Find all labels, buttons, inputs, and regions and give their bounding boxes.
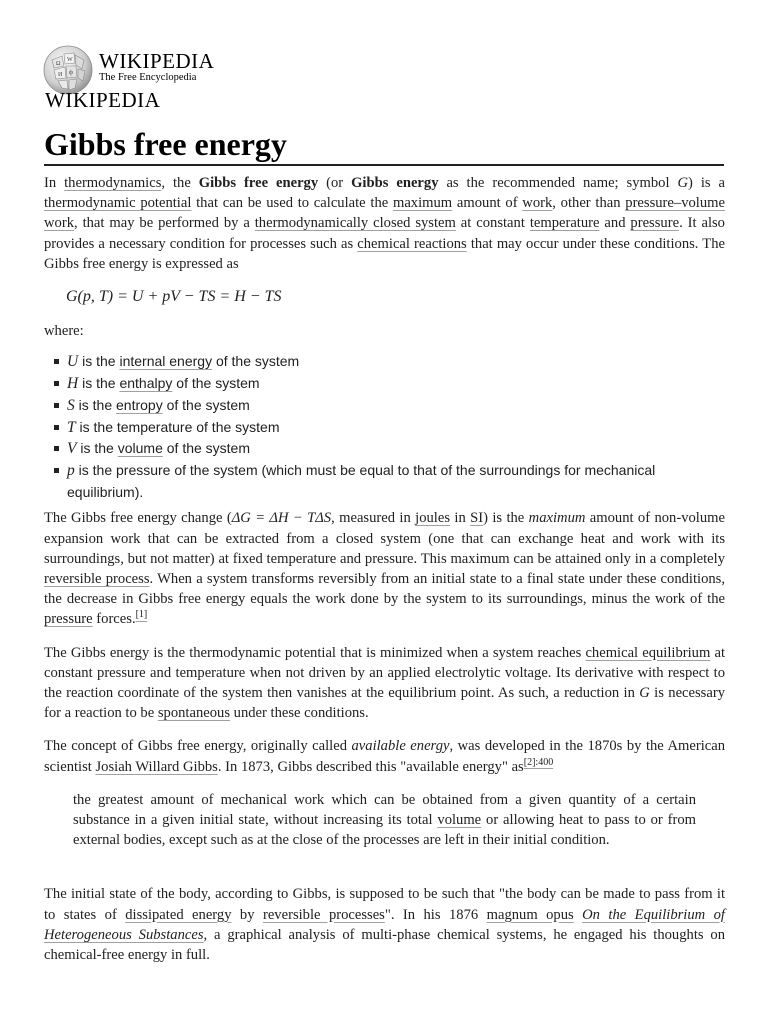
wordmark-second: WIKIPEDIA [45, 88, 161, 112]
variable-text: is the pressure of the system (which must be equal to that of the surroundings for mechanical equilibrium). [67, 461, 656, 500]
link-reversible-process[interactable]: reversible process [44, 570, 150, 587]
variable-text: of the system [162, 396, 250, 413]
text: amount of non-volume expansion work that can be extracted from a closed system (one that can exchange heat and work with its surroundings, but not matter) at fixed temperature and pressure. This maximum can be attained only in a completely [44, 510, 725, 567]
variable-text: is the temperature of the system [75, 418, 280, 435]
gibbs-formula: G(p, T) = U + pV − TS = H − TS [66, 288, 282, 306]
link-temperature[interactable]: temperature [529, 215, 600, 232]
variable-text: is the [78, 353, 120, 370]
variable-list [44, 351, 725, 502]
svg-text:ф: ф [69, 70, 73, 76]
text: under these conditions. [230, 705, 369, 722]
math-symbol: H [67, 375, 79, 393]
link-internal-energy[interactable]: internal energy [119, 353, 213, 370]
reference-1[interactable]: [1] [135, 609, 148, 621]
text: that may occur under these conditions. The Gibbs free energy is expressed as [44, 235, 725, 272]
link-reversible-processes[interactable]: reversible processes [262, 906, 385, 923]
variable-text: of the system [162, 440, 251, 457]
variable-text: is the [76, 440, 118, 457]
text: that can be used to calculate the [191, 195, 393, 212]
text: or allowing heat to pass to or from external bodies, except such as at the close of the processes are left in their initial condition. [73, 811, 696, 849]
link-maximum[interactable]: maximum [392, 195, 453, 212]
link-joules[interactable]: joules [415, 510, 451, 527]
link-josiah-willard-gibbs[interactable]: Josiah Willard Gibbs [95, 758, 218, 775]
math-symbol: T [67, 418, 76, 436]
text [574, 907, 582, 923]
text: amount of [452, 195, 523, 212]
text: (or [318, 175, 352, 191]
variable-text: of the system [212, 353, 300, 370]
text: is necessary for a reaction to be [44, 684, 726, 722]
text: ) is a [688, 175, 725, 191]
text: , that may be performed by a [74, 215, 255, 232]
text: ) is the [483, 510, 529, 527]
math-symbol: V [67, 440, 77, 458]
math-symbol: U [67, 353, 79, 371]
math-symbol: G [639, 684, 650, 701]
variable-text: of the system [172, 375, 260, 392]
variable-text: is the [74, 396, 116, 413]
text: . In 1873, Gibbs described this "available energy" as [217, 758, 524, 775]
link-pressure-volume-work[interactable]: pressure–volume work [44, 195, 725, 232]
link-pressure[interactable]: pressure [44, 611, 93, 628]
text: , the [161, 175, 199, 191]
svg-text:И: И [58, 72, 63, 78]
link-enthalpy[interactable]: enthalpy [119, 375, 173, 392]
gibbs-change-paragraph [44, 508, 725, 629]
text: , measured in [331, 510, 416, 527]
link-volume[interactable]: volume [117, 440, 163, 457]
link-pressure[interactable]: pressure [630, 215, 680, 232]
intro-paragraph [44, 173, 725, 274]
text: The initial state of the body, according to Gibbs, is supposed to be such that "the body can be made to pass from it to states of [44, 886, 725, 923]
link-chemical-reactions[interactable]: chemical reactions [357, 235, 467, 252]
gibbs-energy-paragraph [44, 643, 725, 724]
where-label: where: [44, 323, 84, 340]
text: , other than [552, 195, 626, 212]
text: , was developed in the 1870s by the American scientist [44, 738, 726, 775]
math-equation: ΔG = ΔH − TΔS [231, 510, 332, 527]
page-title: Gibbs free energy [44, 124, 724, 166]
link-closed-system[interactable]: thermodynamically closed system [254, 215, 456, 232]
emphasis: available energy [351, 738, 450, 755]
math-symbol: p [67, 461, 75, 479]
wordmark-subtitle: The Free Encyclopedia [99, 72, 197, 83]
link-entropy[interactable]: entropy [116, 396, 163, 413]
link-chemical-equilibrium[interactable]: chemical equilibrium [585, 644, 711, 661]
variable-item [52, 460, 725, 502]
text: by [231, 906, 263, 923]
text: The Gibbs energy is the thermodynamic potential that is minimized when a system reaches [44, 644, 586, 661]
text: . It also provides a necessary condition for processes such as [44, 215, 725, 252]
text: The concept of Gibbs free energy, originally called [44, 738, 352, 755]
concept-paragraph [44, 736, 725, 776]
link-dissipated-energy[interactable]: dissipated energy [125, 906, 232, 923]
svg-text:Ω: Ω [56, 61, 61, 67]
svg-text:W: W [67, 57, 73, 63]
text: , a graphical analysis of multi-phase chemical systems, he engaged his thoughts on chemical-free energy in full. [44, 926, 725, 963]
text: forces. [92, 611, 136, 628]
variable-item [52, 417, 725, 439]
text: at constant [455, 215, 530, 232]
text: in [450, 510, 471, 527]
link-work[interactable]: work [522, 195, 553, 212]
text: the greatest amount of mechanical work which can be obtained from a given quantity of a certain substance in a given initial state, without increasing its total [73, 791, 696, 828]
gibbs-quote [73, 790, 696, 851]
emphasis: On the Equilibrium of Heterogeneous Substances [44, 906, 725, 943]
link-spontaneous[interactable]: spontaneous [157, 705, 231, 722]
bold-term: Gibbs free energy [198, 175, 319, 191]
text: . When a system transforms reversibly from an initial state to a final state under these conditions, the decrease in Gibbs free energy equals the work done by the system to its surroundings, minus the work of the [44, 570, 725, 608]
link-thermodynamics[interactable]: thermodynamics [64, 175, 162, 191]
text: at constant pressure and temperature when not driven by an applied electrolytic voltage. Its derivative with respect to the reaction coordinate of the system then vanishes at the equilibrium point. As such, a reduction in [44, 644, 726, 701]
text: ". In his 1876 [384, 906, 487, 923]
link-si[interactable]: SI [470, 510, 484, 527]
math-symbol: S [67, 396, 75, 414]
emphasis: maximum [528, 510, 586, 527]
text: and [599, 215, 631, 232]
initial-state-paragraph [44, 884, 725, 965]
variable-item [52, 351, 725, 373]
link-volume[interactable]: volume [437, 811, 482, 828]
bold-term: Gibbs energy [351, 175, 439, 191]
math-symbol: G [677, 175, 689, 191]
text: as the recommended name; symbol [438, 175, 678, 191]
link-thermodynamic-potential[interactable]: thermodynamic potential [44, 195, 192, 212]
variable-item [52, 373, 725, 395]
link-magnum-opus[interactable]: magnum opus [486, 906, 574, 923]
wordmark-title: WIKIPEDIA [99, 49, 215, 73]
reference-2[interactable]: [2]:400 [523, 756, 554, 768]
article-body [44, 173, 725, 978]
variable-item [52, 438, 725, 460]
wikipedia-wordmark[interactable] [99, 50, 214, 84]
text: The Gibbs free energy change ( [44, 510, 232, 527]
variable-item [52, 395, 725, 417]
text: In [44, 175, 65, 191]
variable-text: is the [78, 375, 120, 392]
